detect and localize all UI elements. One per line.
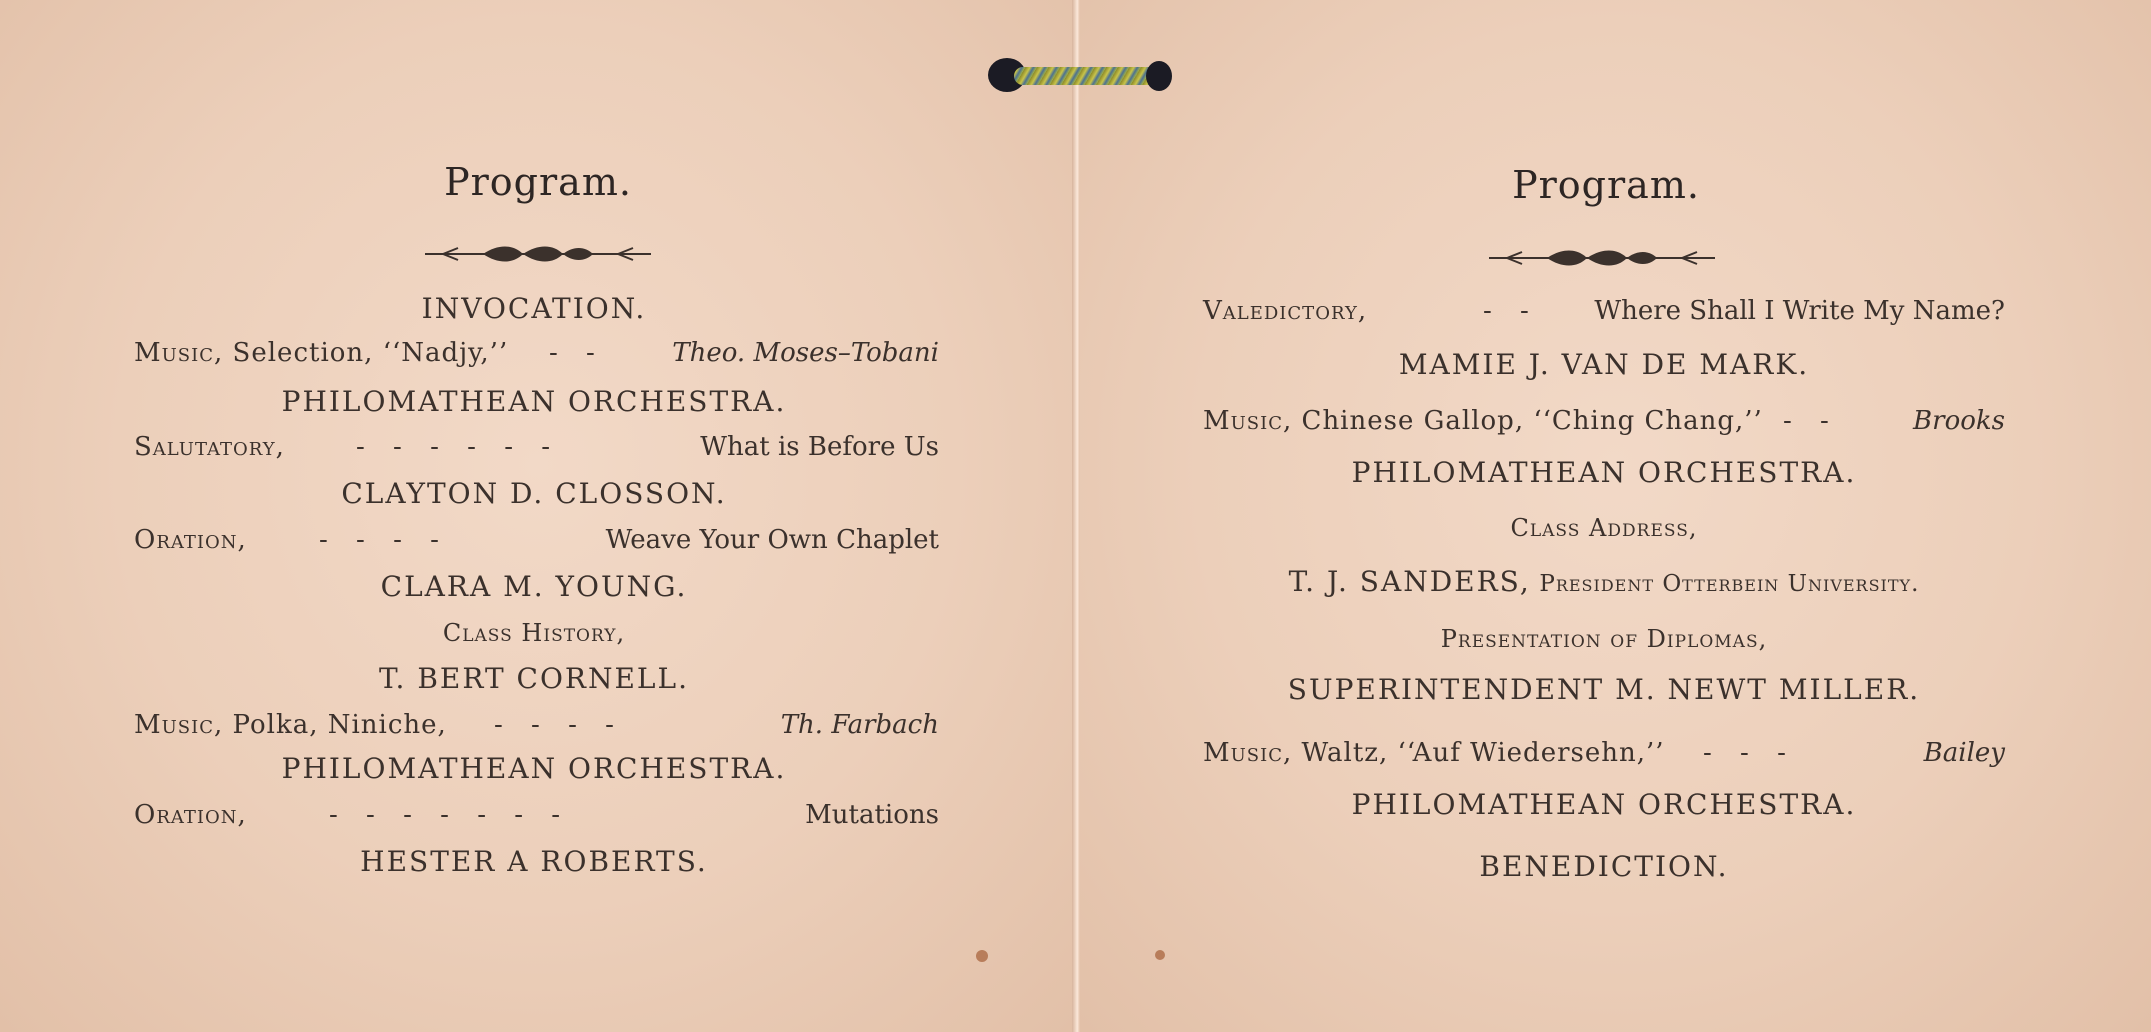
right-item-4: Class Address, (1510, 514, 1698, 542)
left-item-5 (134, 525, 939, 561)
part-title: What is Before Us (700, 432, 939, 462)
dash-leader: - - - - - - (356, 432, 561, 462)
part-label: Salutatory, (134, 432, 285, 462)
right-item-2 (1203, 406, 2005, 442)
dash-leader: - - - - - - - (329, 800, 571, 830)
left-item-12: HESTER A ROBERTS. (360, 845, 708, 878)
left-item-0: INVOCATION. (421, 292, 647, 325)
left-item-4: CLAYTON D. CLOSSON. (341, 477, 727, 510)
dash-leader: - - (549, 338, 605, 368)
binding-cord (988, 58, 1172, 92)
part-title: Where Shall I Write My Name? (1594, 296, 2005, 326)
part-label: Oration, (134, 800, 247, 830)
right-item-7: SUPERINTENDENT M. NEWT MILLER. (1287, 673, 1921, 706)
left-item-6: CLARA M. YOUNG. (380, 570, 688, 603)
part-label: Oration, (134, 525, 247, 555)
part-title: Weave Your Own Chaplet (605, 525, 939, 555)
left-item-9 (134, 710, 939, 746)
left-item-8: T. BERT CORNELL. (378, 662, 690, 695)
left-item-1 (134, 338, 939, 374)
left-item-10: PHILOMATHEAN ORCHESTRA. (281, 752, 787, 785)
left-item-3 (134, 432, 939, 468)
composer: Theo. Moses–Tobani (672, 338, 939, 368)
composer: Brooks (1913, 406, 2005, 436)
dash-leader: - - (1783, 406, 1839, 436)
music-label: Music, Selection, ‘‘Nadjy,’’ (134, 338, 509, 368)
right-flourish-ornament (1487, 246, 1717, 270)
left-item-11 (134, 800, 939, 836)
composer: Th. Farbach (780, 710, 939, 740)
left-item-2: PHILOMATHEAN ORCHESTRA. (281, 385, 787, 418)
binding-hole-right (1146, 61, 1172, 91)
paper-speck (976, 950, 988, 962)
left-item-7: Class History, (442, 619, 626, 647)
composer: Bailey (1923, 738, 2005, 768)
right-item-6: Presentation of Diplomas, (1440, 625, 1768, 653)
dash-leader: - - - (1703, 738, 1796, 768)
left-heading: Program. (444, 160, 632, 204)
left-flourish-ornament (423, 242, 653, 266)
right-heading: Program. (1512, 163, 1700, 207)
right-item-5: T. J. SANDERS, President Otterbein University. (1288, 565, 1920, 598)
right-item-3: PHILOMATHEAN ORCHESTRA. (1351, 456, 1857, 489)
part-label: Valedictory, (1203, 296, 1368, 326)
right-item-1: MAMIE J. VAN DE MARK. (1398, 348, 1810, 381)
dash-leader: - - - - (494, 710, 624, 740)
right-item-8 (1203, 738, 2005, 774)
music-label: Music, Waltz, ‘‘Auf Wiedersehn,’’ (1203, 738, 1665, 768)
right-item-9: PHILOMATHEAN ORCHESTRA. (1351, 788, 1857, 821)
dash-leader: - - (1483, 296, 1539, 326)
music-label: Music, Polka, Niniche, (134, 710, 447, 740)
twisted-cord (1014, 67, 1158, 85)
right-item-0 (1203, 296, 2005, 332)
right-item-10: BENEDICTION. (1479, 850, 1729, 883)
music-label: Music, Chinese Gallop, ‘‘Ching Chang,’’ (1203, 406, 1763, 436)
paper-speck (1155, 950, 1165, 960)
right-page (1080, 0, 2151, 1032)
part-title: Mutations (805, 800, 939, 830)
dash-leader: - - - - (319, 525, 449, 555)
